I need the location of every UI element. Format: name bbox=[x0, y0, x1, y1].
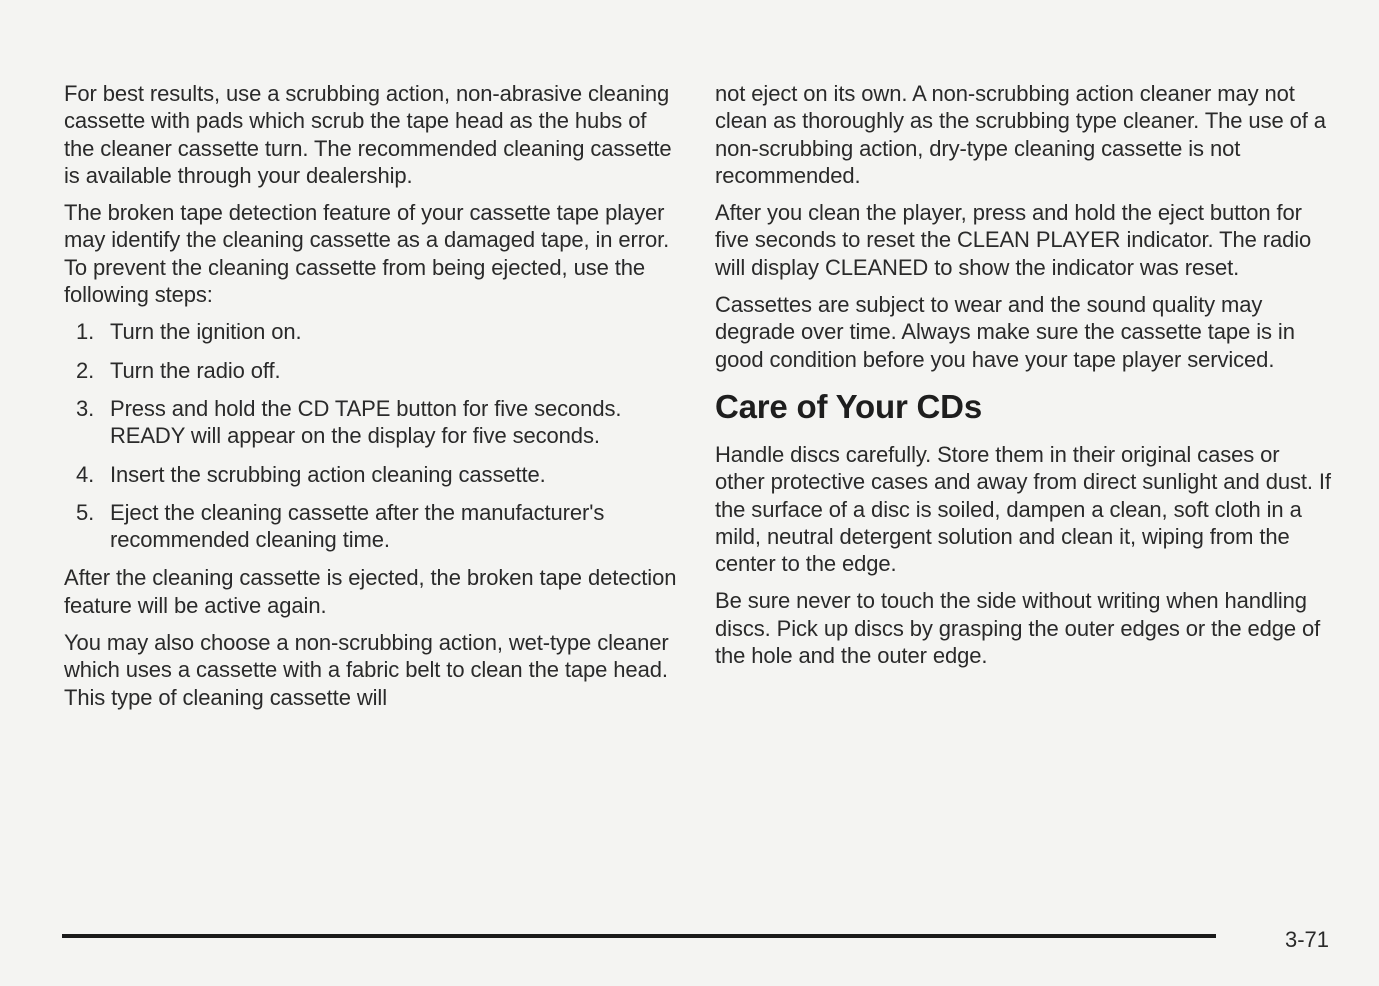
step-number: 4. bbox=[76, 461, 95, 487]
paragraph-non-scrubbing: not eject on its own. A non-scrubbing action cleaner may not clean as thoroughly as the scrubbing type cleaner. The use of a non-scrubbing action, dry-type cleaning cassette is not recommended. bbox=[715, 81, 1326, 188]
step-text: Insert the scrubbing action cleaning cassette. bbox=[110, 461, 546, 487]
paragraph-wet-type-cleaner: You may also choose a non-scrubbing action, wet-type cleaner which uses a cassette with a fabric belt to clean the tape head. This type of cleaning cassette will bbox=[64, 630, 669, 710]
footer-rule bbox=[62, 934, 1216, 938]
paragraph-touch-side: Be sure never to touch the side without writing when handling discs. Pick up discs by grasping the outer edges or the edge of the hole and the outer edge. bbox=[715, 588, 1321, 669]
steps-list bbox=[64, 318, 680, 553]
left-column bbox=[64, 80, 680, 721]
page-number: 3-71 bbox=[1284, 927, 1329, 952]
section-heading: Care of Your CDs bbox=[715, 387, 982, 425]
step-text: Turn the ignition on. bbox=[110, 319, 302, 345]
list-item bbox=[64, 318, 680, 345]
step-number: 5. bbox=[76, 499, 95, 525]
step-number: 2. bbox=[76, 357, 95, 383]
paragraph-broken-tape-detection: The broken tape detection feature of your cassette tape player may identify the cleaning cassette as a damaged tape, in error. To prevent the cleaning cassette from being ejected, use the following steps: bbox=[64, 200, 670, 308]
paragraph-feature-active: After the cleaning cassette is ejected, the broken tape detection feature will be active again. bbox=[64, 565, 677, 618]
list-item bbox=[64, 357, 680, 384]
list-item bbox=[64, 499, 680, 554]
list-item bbox=[64, 395, 680, 450]
list-item bbox=[64, 461, 680, 488]
paragraph-handle-discs: Handle discs carefully. Store them in their original cases or other protective cases and away from direct sunlight and dust. If the surface of a disc is soiled, dampen a clean, soft cloth in a mild, neutral detergent solution and clean it, wiping from the center to the edge. bbox=[715, 441, 1331, 577]
step-text: Turn the radio off. bbox=[110, 357, 281, 383]
paragraph-cleaning-cassette: For best results, use a scrubbing action, non-abrasive cleaning cassette with pads which scrub the tape head as the hubs of the cleaner cassette turn. The recommended cleaning cassette is available through your dealership. bbox=[64, 81, 672, 188]
step-text: Press and hold the CD TAPE button for five seconds. READY will appear on the display for five seconds. bbox=[110, 395, 622, 449]
step-number: 1. bbox=[76, 319, 95, 345]
right-column bbox=[715, 80, 1335, 679]
step-number: 3. bbox=[76, 395, 95, 421]
step-text: Eject the cleaning cassette after the manufacturer's recommended cleaning time. bbox=[110, 499, 605, 553]
paragraph-reset-indicator: After you clean the player, press and hold the eject button for five seconds to reset the CLEAN PLAYER indicator. The radio will display CLEANED to show the indicator was reset. bbox=[715, 200, 1312, 280]
paragraph-cassette-wear: Cassettes are subject to wear and the sound quality may degrade over time. Always make sure the cassette tape is in good condition before you have your tape player serviced. bbox=[715, 292, 1295, 372]
